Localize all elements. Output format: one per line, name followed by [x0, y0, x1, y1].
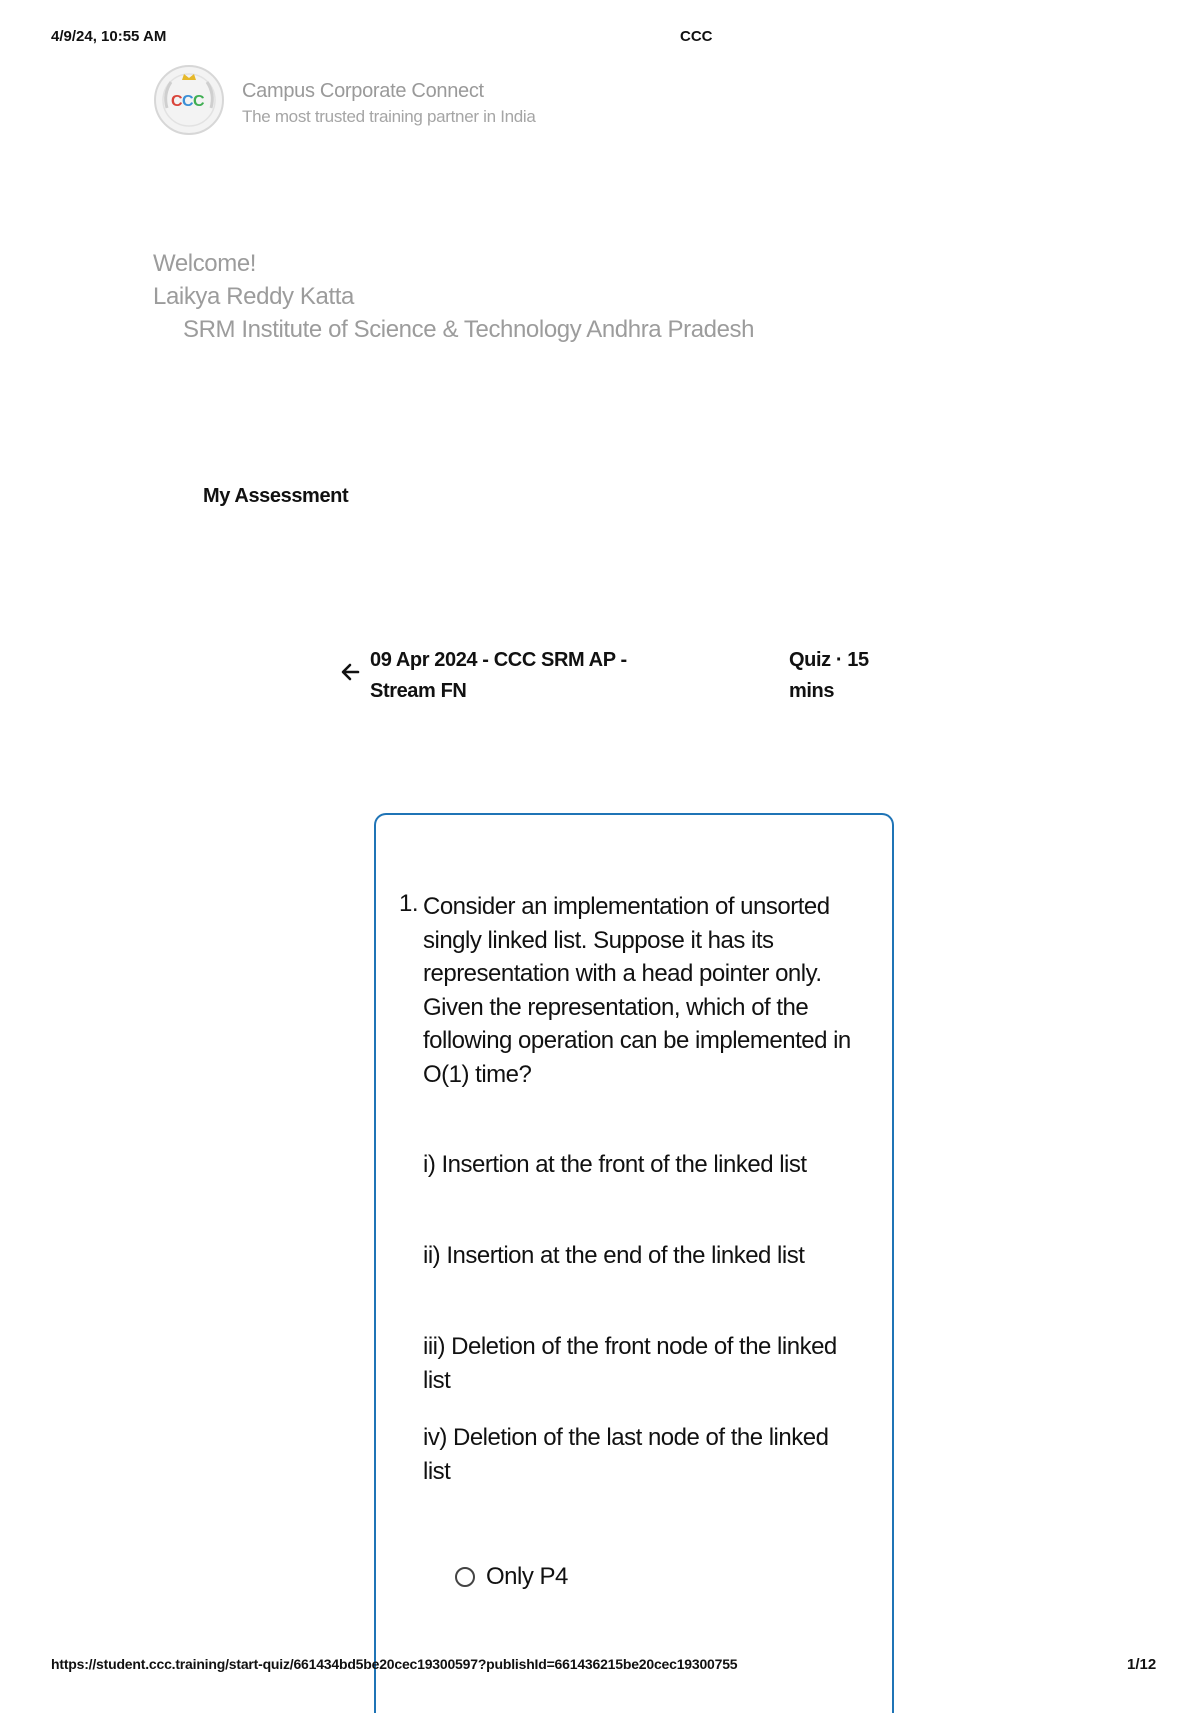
question-statement: ii) Insertion at the end of the linked list — [423, 1242, 805, 1269]
svg-text:C: C — [182, 93, 194, 110]
question-statement: iv) Deletion of the last node of the linked list — [423, 1424, 829, 1485]
institute-name: SRM Institute of Science & Technology Andhra Pradesh — [183, 316, 755, 343]
arrow-left-icon[interactable] — [338, 659, 364, 685]
answer-option[interactable] — [455, 1563, 568, 1591]
svg-text:C: C — [171, 93, 183, 110]
brand-tagline: The most trusted training partner in India — [242, 107, 536, 126]
ccc-logo-icon[interactable] — [153, 64, 225, 136]
quiz-title: 09 Apr 2024 - CCC SRM AP - Stream FN — [370, 649, 627, 702]
svg-text:C: C — [193, 93, 205, 110]
print-page-number: 1/12 — [1127, 1656, 1157, 1673]
brand-name: Campus Corporate Connect — [242, 80, 484, 102]
question-statement: iii) Deletion of the front node of the linked list — [423, 1333, 837, 1394]
question-number: 1. — [399, 890, 419, 917]
welcome-greeting: Welcome! — [153, 250, 257, 277]
question-statement: i) Insertion at the front of the linked list — [423, 1151, 807, 1178]
print-datetime: 4/9/24, 10:55 AM — [51, 28, 167, 45]
print-title: CCC — [680, 28, 713, 45]
print-url: https://student.ccc.training/start-quiz/661434bd5be20cec19300597?publishId=661436215be20cec19300755 — [51, 1656, 738, 1672]
radio-unchecked-icon[interactable] — [455, 1567, 475, 1587]
answer-option-label: Only P4 — [486, 1563, 568, 1590]
quiz-meta: Quiz · 15 mins — [789, 649, 869, 702]
user-name: Laikya Reddy Katta — [153, 283, 354, 310]
question-text: Consider an implementation of unsorted singly linked list. Suppose it has its representation with a head pointer only. Given the representation, which of the following operation can be implemented in O(1) time? — [423, 893, 851, 1088]
my-assessment-link[interactable]: My Assessment — [203, 485, 349, 507]
